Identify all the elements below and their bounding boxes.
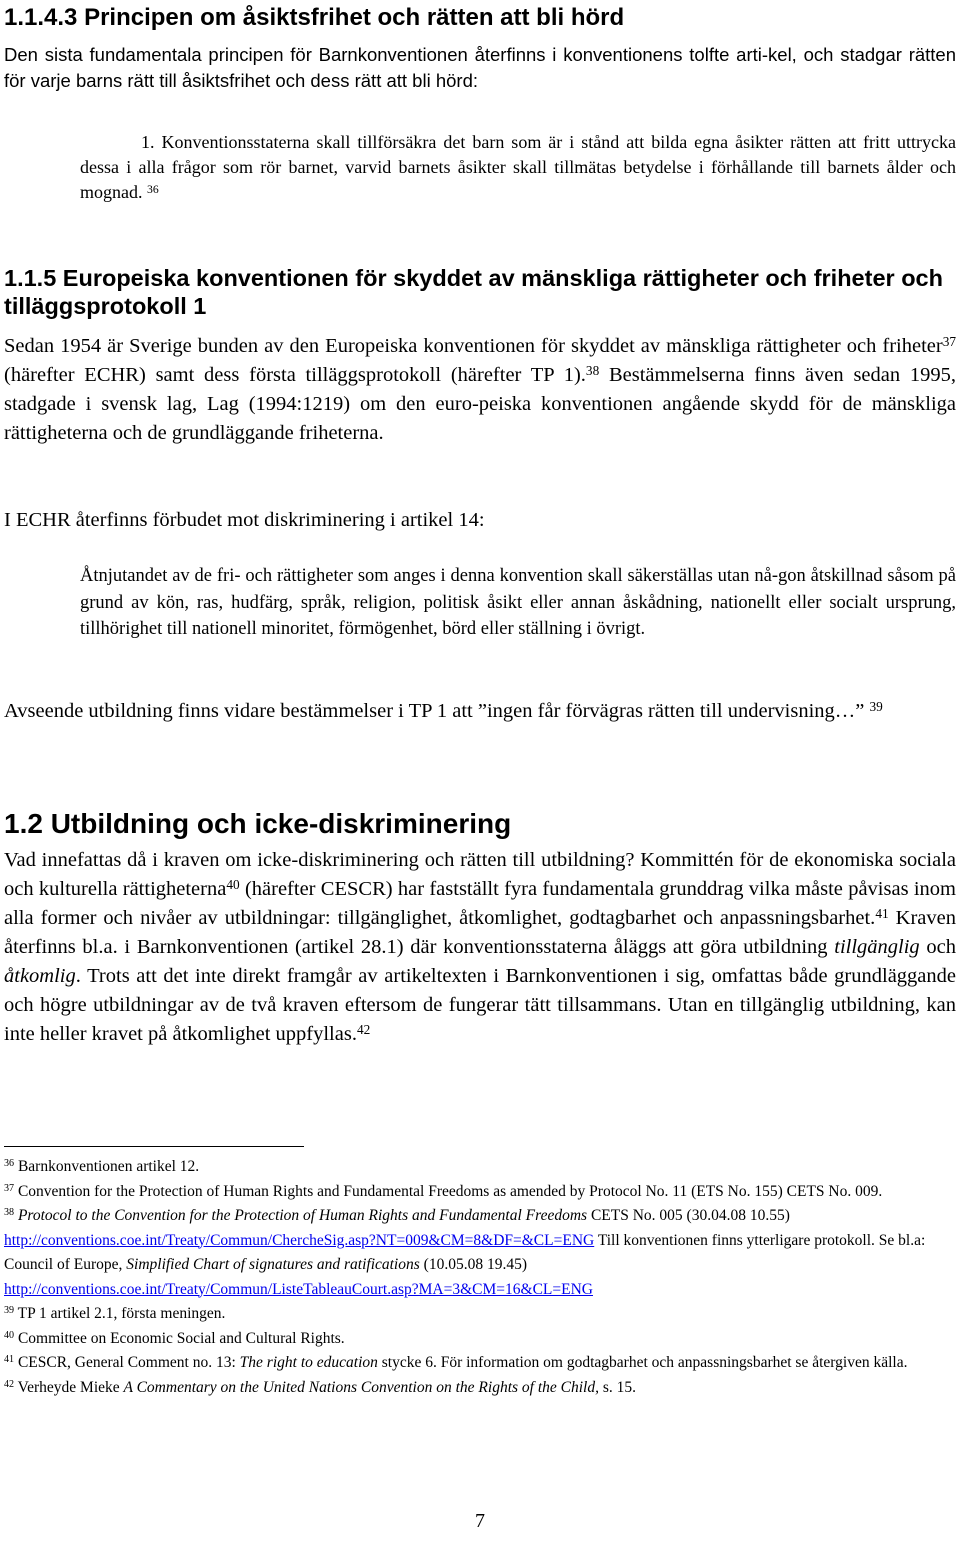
footnote-ref-41[interactable]: 41 (875, 906, 889, 922)
footnote-text: Verheyde Mieke (14, 1378, 124, 1396)
footnote-text: Committee on Economic Social and Cultural Rights. (14, 1329, 345, 1347)
quote-article-12-text: 1. Konventionsstaterna skall tillförsäkra det barn som är i stånd att bilda egna åsikter rätten att fritt uttrycka dessa i alla frågor som rör barnet, varvid barnets åsikter skall tillmätas betydelse i förhållande till barnets ålder och mognad. (80, 132, 956, 202)
footnote-divider (4, 1146, 304, 1147)
footnote-text: Barnkonventionen artikel 12. (14, 1158, 200, 1175)
footnote-ref-37[interactable]: 37 (942, 334, 956, 350)
footnote-number: 37 (4, 1182, 15, 1194)
footnote-text: (10.05.08 19.45) (419, 1256, 527, 1273)
page-number: 7 (475, 1510, 485, 1532)
footnote-42 (4, 1376, 956, 1401)
footnote-text: Till konventionen finns ytterligare protokoll. Se bl.a: Council of Europe, (4, 1231, 926, 1273)
footnote-39 (4, 1302, 956, 1327)
echr-intro-part-c: Bestämmelserna finns även sedan 1995, stadgade i svensk lag, Lag (1994:1219) om den euro-peiska konventionen angående skydd för de mänskliga rättigheterna och de grundläggande friheterna. (4, 364, 957, 444)
footnote-text: TP 1 artikel 2.1, första meningen. (14, 1305, 226, 1322)
footnote-41 (4, 1351, 956, 1376)
footnotes (4, 1155, 956, 1400)
heading-1-2: 1.2 Utbildning och icke-diskriminering (4, 808, 512, 839)
footnote-number: 39 (4, 1305, 15, 1317)
quote-article-14: Åtnjutandet av de fri- och rättigheter som anges i denna konvention skall säkerställas utan nå-gon åtskillnad såsom på grund av kön, ras, hudfärg, språk, religion, politisk åsikt eller annan åskådning, nationellt eller socialt ursprung, tillhörighet till nationell minoritet, förmögenhet, börd eller ställning i övrigt. (80, 566, 956, 639)
footnote-text: s. 15. (598, 1378, 637, 1396)
heading-1-1-5: 1.1.5 Europeiska konventionen för skyddet av mänskliga rättigheter och friheter och tilläggsprotokoll 1 (4, 265, 943, 319)
footnote-number: 41 (4, 1354, 15, 1366)
footnote-number: 42 (4, 1378, 15, 1390)
footnote-ref-38[interactable]: 38 (585, 363, 600, 379)
tp1-education-text: Avseende utbildning finns vidare bestämmelser i TP 1 att ”ingen får förvägras rätten till undervisning…” (4, 700, 865, 722)
footnote-link-cherchesig[interactable]: http://conventions.coe.int/Treaty/Commun/ChercheSig.asp?NT=009&CM=8&DF=&CL=ENG (4, 1231, 595, 1249)
heading-1-1-4-3: 1.1.4.3 Principen om åsiktsfrihet och rätten att bli hörd (4, 4, 625, 31)
footnote-38 (4, 1204, 956, 1302)
paragraph-article-14-intro: I ECHR återfinns förbudet mot diskriminering i artikel 14: (4, 509, 485, 531)
footnote-ref-36[interactable]: 36 (147, 182, 159, 196)
footnote-text: Convention for the Protection of Human Rights and Fundamental Freedoms as amended by Protocol No. 11 (ETS No. 155) CETS No. 009. (14, 1182, 883, 1200)
edu-part-d: . Trots att det inte direkt framgår av artikeltexten i Barnkonventionen i sig, omfattas både grundläggande och högre utbildningar av de två kraven eftersom de fungerar tätt tillsammans. Utan en tillgänglig utbildning, kan inte heller kravet på åtkomlighet uppfyllas. (4, 965, 956, 1045)
footnote-number: 40 (4, 1329, 15, 1341)
footnote-text: CESCR, General Comment no. 13: (14, 1354, 240, 1371)
footnote-title: A Commentary on the United Nations Convention on the Rights of the Child, (123, 1378, 599, 1396)
footnote-40 (4, 1327, 956, 1352)
echr-intro-part-a: Sedan 1954 är Sverige bunden av den Europeiska konventionen för skyddet av mänskliga rättigheter och friheter (4, 335, 943, 357)
edu-term-tillganglig: tillgänglig (834, 936, 920, 958)
footnote-ref-42[interactable]: 42 (356, 1022, 371, 1038)
paragraph-education-nondiscrimination (4, 846, 956, 1049)
paragraph-echr-intro (4, 332, 956, 448)
edu-part-a: Vad innefattas då i kraven om icke-diskriminering och rätten till utbildning? Kommittén för de ekonomiska sociala och kulturella rättigheterna (4, 849, 956, 900)
paragraph-principle-intro: Den sista fundamentala principen för Barnkonventionen återfinns i konventionens tolfte arti-kel, och stadgar rätten för varje barns rätt till åsiktsfrihet och dess rätt att bli hörd: (4, 44, 956, 91)
footnote-number: 38 (4, 1207, 15, 1219)
edu-part-b: (härefter CESCR) har fastställt fyra fundamentala grunddrag vilka måste påvisas inom alla former och nivåer av utbildningar: tillgänglighet, åtkomlighet, godtagbarhet och anpassningsbarhet. (4, 878, 956, 929)
footnote-link-listetableau[interactable]: http://conventions.coe.int/Treaty/Commun/ListeTableauCourt.asp?MA=3&CM=16&CL=ENG (4, 1280, 593, 1298)
edu-part-c: Kraven återfinns bl.a. i Barnkonventionen (artikel 28.1) där konventionsstaterna åläggs att göra utbildning (4, 907, 956, 958)
footnote-ref-40[interactable]: 40 (226, 877, 240, 893)
footnote-title: Protocol to the Convention for the Protection of Human Rights and Fundamental Freedoms (17, 1207, 588, 1224)
footnote-title: The right to education (239, 1354, 378, 1371)
footnote-title: Simplified Chart of signatures and ratifications (126, 1256, 420, 1273)
quote-article-12 (80, 130, 956, 205)
footnote-37 (4, 1180, 956, 1205)
footnote-number: 36 (4, 1158, 15, 1170)
edu-term-atkomlig: åtkomlig (4, 965, 76, 987)
echr-intro-part-b: (härefter ECHR) samt dess första tilläggsprotokoll (härefter TP 1). (4, 364, 586, 386)
edu-part-mid: och (919, 936, 956, 958)
paragraph-tp1-education (4, 697, 956, 726)
footnote-text: CETS No. 005 (30.04.08 10.55) (587, 1207, 790, 1224)
footnote-text: stycke 6. För information om godtagbarhet och anpassningsbarhet se återgiven källa. (377, 1354, 908, 1371)
footnote-36 (4, 1155, 956, 1180)
footnote-ref-39[interactable]: 39 (869, 699, 883, 715)
